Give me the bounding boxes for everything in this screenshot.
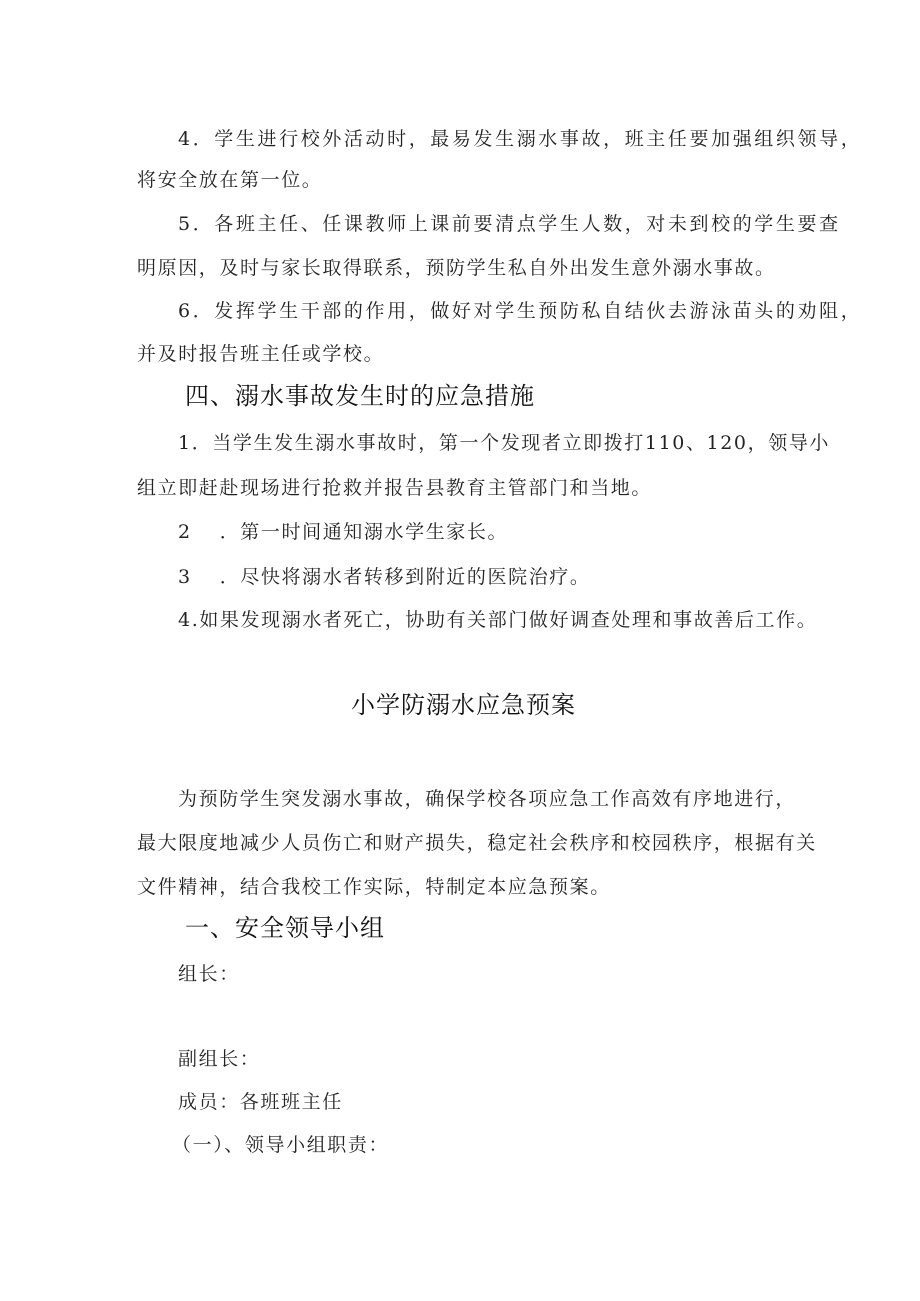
s4-item1-line1: 1．当学生发生溺水事故时，第一个发现者立即拨打110、120，领导小 (178, 432, 831, 454)
plan-intro-line3: 文件精神，结合我校工作实际，特制定本应急预案。 (137, 876, 611, 898)
s4-item2 (178, 520, 508, 544)
s4-item3 (178, 565, 591, 589)
plan-title: 小学防溺水应急预案 (351, 691, 576, 719)
s3-item5-line1: 5．各班主任、任课教师上课前要清点学生人数，对未到校的学生要查 (178, 213, 841, 235)
s4-item2-number: 2 (178, 521, 192, 543)
plan-intro-line1: 为预防学生突发溺水事故，确保学校各项应急工作高效有序地进行， (178, 788, 797, 810)
s4-item3-number: 3 (178, 566, 192, 588)
plan-deputy: 副组长： (178, 1048, 261, 1070)
section4-heading: 四、溺水事故发生时的应急措施 (185, 382, 535, 410)
s4-item1-line2: 组立即赶赴现场进行抢救并报告县教育主管部门和当地。 (137, 477, 653, 499)
plan-intro-line2: 最大限度地减少人员伤亡和财产损失，稳定社会秩序和校园秩序，根据有关 (137, 832, 817, 854)
s3-item4-line2: 将安全放在第一位。 (137, 169, 323, 191)
s4-item2-text: ．第一时间通知溺水学生家长。 (219, 521, 509, 543)
s3-item6-line2: 并及时报告班主任或学校。 (137, 343, 385, 365)
plan-section1-heading: 一、安全领导小组 (185, 914, 385, 942)
s4-item4: 4.如果发现溺水者死亡，协助有关部门做好调查处理和事故善后工作。 (178, 609, 818, 631)
plan-members: 成员：各班班主任 (178, 1091, 343, 1113)
s3-item6-line1: 6．发挥学生干部的作用，做好对学生预防私自结伙去游泳苗头的劝阻， (178, 300, 863, 322)
plan-leader: 组长： (178, 963, 240, 985)
s3-item4-line1: 4．学生进行校外活动时，最易发生溺水事故，班主任要加强组织领导， (178, 128, 863, 150)
plan-duties-heading: （一）、领导小组职责： (172, 1134, 390, 1156)
s4-item3-text: ．尽快将溺水者转移到附近的医院治疗。 (219, 566, 591, 588)
s3-item5-line2: 明原因，及时与家长取得联系，预防学生私自外出发生意外溺水事故。 (137, 257, 776, 279)
